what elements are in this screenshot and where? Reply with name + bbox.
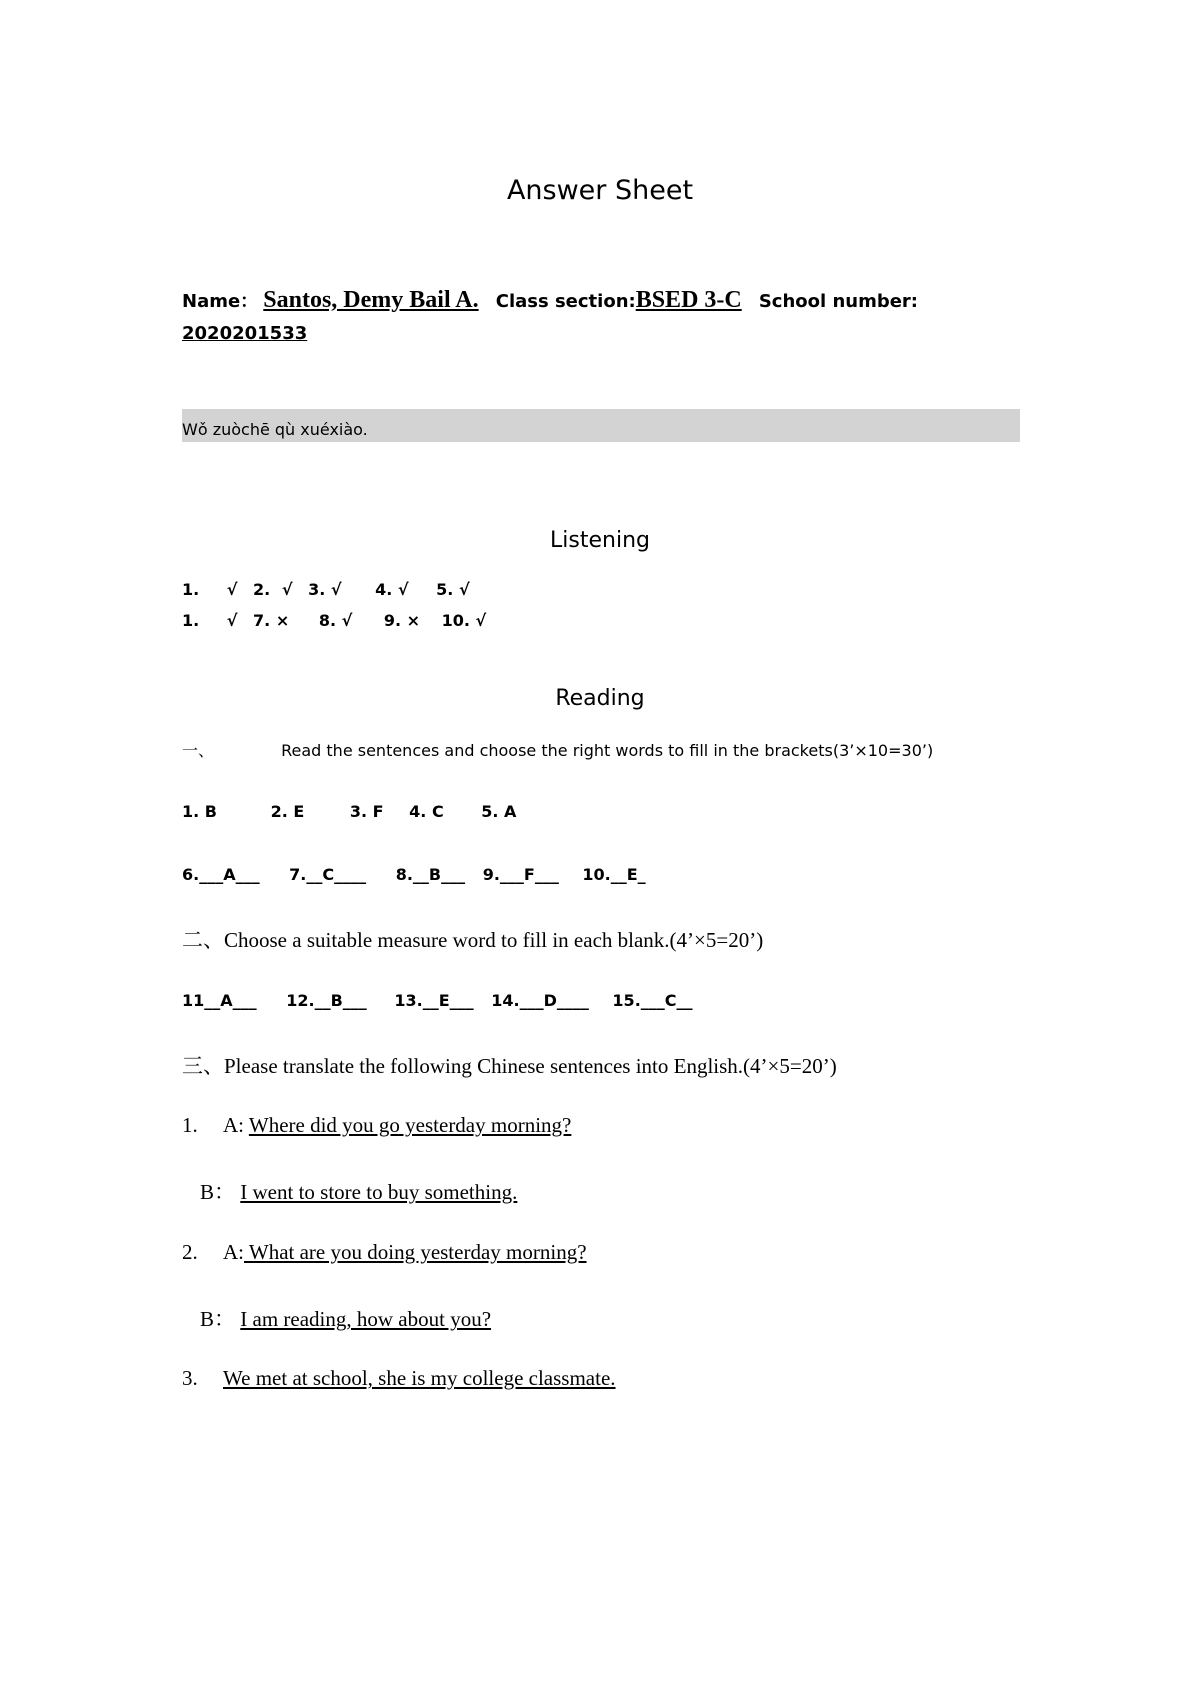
translation-answer: What are you doing yesterday morning?	[244, 1240, 587, 1264]
part2-answers-row	[182, 991, 693, 1010]
translation-answer: We met at school, she is my college classmate.	[223, 1366, 616, 1390]
translation-answer: I went to store to buy something.	[240, 1180, 518, 1204]
reading-part3-instruction: 三、Please translate the following Chinese sentences into English.(4’×5=20’)	[182, 1054, 837, 1078]
speaker-label: B：	[200, 1307, 236, 1331]
listening-item: 2.	[253, 580, 271, 599]
answer-item: 15.___C__	[612, 991, 693, 1010]
listening-item: 3. √	[308, 580, 342, 599]
question-number: 2.	[182, 1240, 198, 1264]
translation-1a	[182, 1113, 571, 1138]
name-value: Santos, Demy Bail A.	[263, 287, 479, 313]
answer-item: 13.__E___	[394, 991, 474, 1010]
translation-answer: Where did you go yesterday morning?	[248, 1113, 572, 1137]
answer-item: 3. F	[349, 802, 384, 821]
answer-item: 10.__E_	[582, 865, 646, 884]
translation-2a	[182, 1240, 587, 1265]
translation-1b	[200, 1176, 517, 1206]
part1-answers-row-2	[182, 865, 646, 884]
listening-item: 9. ×	[383, 611, 421, 630]
answer-item: 1. B	[182, 802, 217, 821]
listening-item: √	[281, 580, 293, 599]
name-label: Name：	[182, 291, 259, 312]
question-number: 3.	[182, 1366, 198, 1390]
listening-row-1	[182, 580, 470, 599]
answer-item: 7.__C____	[289, 865, 367, 884]
listening-item: 1.	[182, 580, 200, 599]
reading-part2-instruction: 二、Choose a suitable measure word to fill in each blank.(4’×5=20’)	[182, 928, 764, 952]
listening-item: 7. ×	[253, 611, 290, 630]
class-label: Class section:	[495, 291, 636, 312]
school-number-label: School number:	[758, 291, 918, 312]
answer-item: 6.___A___	[182, 865, 260, 884]
listening-item: 4. √	[375, 580, 409, 599]
listening-item: 1.	[182, 611, 200, 630]
reading-part1-instruction	[182, 738, 933, 761]
listening-heading: Listening	[550, 528, 650, 553]
answer-item: 2. E	[270, 802, 305, 821]
answer-item: 9.___F___	[482, 865, 559, 884]
speaker-label: B：	[200, 1180, 236, 1204]
answer-item: 4. C	[409, 802, 444, 821]
speaker-label: A:	[223, 1113, 249, 1137]
translation-2b	[200, 1303, 491, 1333]
listening-item: 5. √	[436, 580, 470, 599]
part1-text: Read the sentences and choose the right words to fill in the brackets(3’×10=30’)	[281, 741, 934, 760]
student-info	[182, 287, 918, 314]
listening-item: 10. √	[441, 611, 487, 630]
answer-item: 12.__B___	[286, 991, 367, 1010]
translation-3	[182, 1366, 616, 1391]
class-value: BSED 3-C	[635, 287, 742, 313]
pinyin-line: Wǒ zuòchē qù xuéxiào.	[182, 420, 368, 439]
listening-item: √	[226, 580, 238, 599]
question-number: 1.	[182, 1113, 198, 1137]
school-number-value: 2020201533	[182, 323, 308, 344]
page-title: Answer Sheet	[506, 175, 694, 206]
part1-label: 一、	[182, 741, 215, 760]
answer-item: 11__A___	[182, 991, 257, 1010]
answer-item: 8.__B___	[395, 865, 466, 884]
answer-item: 5. A	[481, 802, 517, 821]
listening-item: 8. √	[318, 611, 353, 630]
listening-item: √	[226, 611, 238, 630]
speaker-label: A:	[223, 1240, 244, 1264]
reading-heading: Reading	[555, 686, 645, 711]
part1-answers-row-1	[182, 802, 516, 821]
translation-answer: I am reading, how about you?	[240, 1307, 492, 1331]
listening-row-2	[182, 611, 486, 630]
answer-item: 14.___D____	[491, 991, 589, 1010]
